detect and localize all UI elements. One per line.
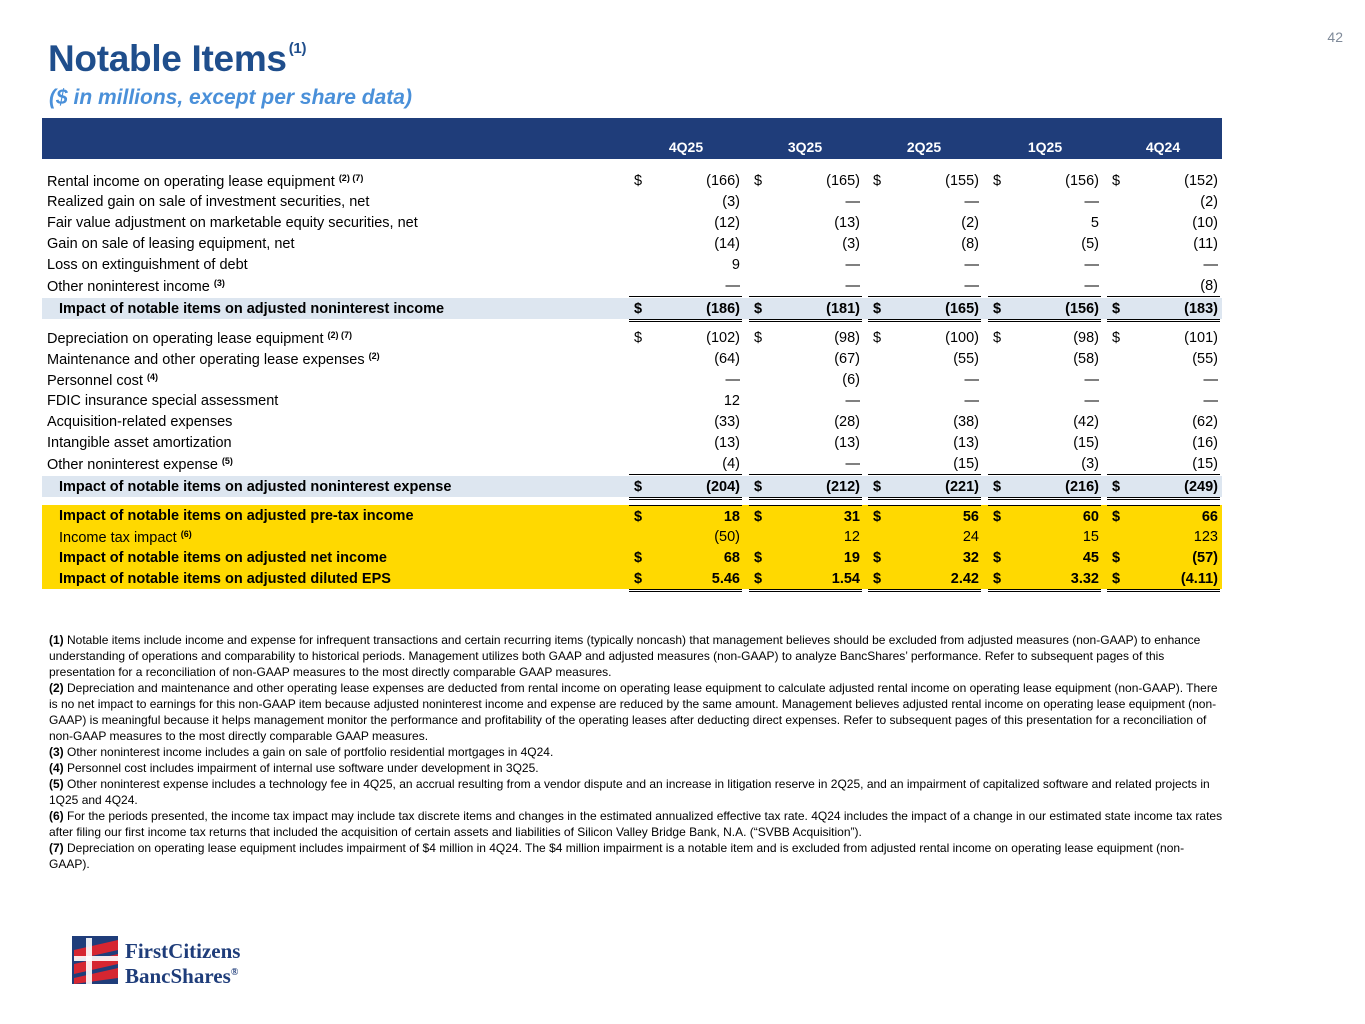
table-cell	[988, 476, 1101, 500]
first-citizens-logo	[70, 932, 260, 988]
table-cell	[749, 191, 862, 212]
table-cell	[629, 170, 742, 191]
table-cell	[1107, 547, 1220, 568]
table-cell	[868, 476, 981, 500]
cell-value: (183)	[1184, 301, 1218, 317]
currency-symbol: $	[873, 479, 882, 495]
cell-value: 12	[843, 529, 860, 545]
cell-value: —	[964, 278, 979, 294]
table-row	[42, 170, 1222, 191]
table-cell	[988, 369, 1101, 390]
table-cell	[629, 369, 742, 390]
table-cell	[868, 547, 981, 568]
table-cell	[868, 327, 981, 348]
cell-value: —	[1203, 393, 1218, 409]
cell-value: (3)	[1081, 456, 1099, 472]
page-title-text: Notable Items	[48, 38, 287, 79]
currency-symbol: $	[634, 479, 643, 495]
cell-value: (38)	[953, 414, 979, 430]
cell-value: (13)	[834, 435, 860, 451]
cell-value: 3.32	[1070, 571, 1099, 587]
footnote-ref: (2) (7)	[327, 330, 353, 340]
table-row	[42, 526, 1222, 547]
table-cell	[988, 298, 1101, 322]
currency-symbol: $	[873, 301, 882, 317]
table-cell	[629, 411, 742, 432]
footnote-ref: (6)	[180, 529, 192, 539]
currency-symbol: $	[754, 173, 763, 189]
cell-value: (15)	[953, 456, 979, 472]
table-cell	[868, 526, 981, 548]
cell-value: —	[845, 278, 860, 294]
currency-symbol: $	[993, 571, 1002, 587]
column-header: 4Q25	[668, 139, 704, 155]
table-cell	[629, 298, 742, 322]
row-label: FDIC insurance special assessment	[47, 393, 279, 409]
cell-value: (10)	[1192, 215, 1218, 231]
currency-symbol: $	[993, 479, 1002, 495]
table-cell	[868, 275, 981, 297]
footnotes	[49, 632, 1224, 872]
row-label: Intangible asset amortization	[47, 435, 232, 451]
cell-value: —	[964, 194, 979, 210]
table-row	[42, 348, 1222, 369]
table-cell	[749, 568, 862, 592]
cell-value: (102)	[706, 330, 740, 346]
table-cell	[868, 348, 981, 369]
row-label: Acquisition-related expenses	[47, 414, 233, 430]
cell-value: —	[1084, 278, 1099, 294]
table-cell	[1107, 212, 1220, 233]
row-label: Impact of notable items on adjusted noninterest expense	[59, 479, 452, 495]
cell-value: (152)	[1184, 173, 1218, 189]
currency-symbol: $	[634, 301, 643, 317]
currency-symbol: $	[1112, 301, 1121, 317]
table-row	[42, 411, 1222, 432]
cell-value: (101)	[1184, 330, 1218, 346]
cell-value: (204)	[706, 479, 740, 495]
footnote: (5) Other noninterest expense includes a technology fee in 4Q25, an accrual resulting from a vendor dispute and an increase in litigation reserve in 2Q25, and an impairment of capitalized software and related projects in 1Q25 and 4Q24.	[49, 777, 1210, 807]
cell-value: (64)	[714, 351, 740, 367]
table-cell	[1107, 275, 1220, 297]
table-cell	[988, 568, 1101, 592]
table-row	[42, 369, 1222, 390]
table-cell	[868, 298, 981, 322]
row-label: Loss on extinguishment of debt	[47, 257, 248, 273]
cell-value: (98)	[834, 330, 860, 346]
table-cell	[988, 411, 1101, 432]
table-cell	[629, 526, 742, 548]
column-header: 2Q25	[906, 139, 942, 155]
cell-value: 24	[962, 529, 979, 545]
cell-value: (249)	[1184, 479, 1218, 495]
cell-value: 18	[723, 509, 740, 525]
table-cell	[1107, 369, 1220, 390]
notable-items-table	[42, 118, 1222, 587]
cell-value: (13)	[834, 215, 860, 231]
cell-value: (156)	[1065, 301, 1099, 317]
table-cell	[1107, 505, 1220, 527]
cell-value: 1.54	[831, 571, 860, 587]
page-subtitle: ($ in millions, except per share data)	[49, 86, 412, 109]
cell-value: (8)	[961, 236, 979, 252]
table-cell	[749, 390, 862, 411]
table-cell	[629, 233, 742, 254]
cell-value: 123	[1193, 529, 1218, 545]
row-label: Other noninterest expense $^{(5)}$	[47, 456, 233, 473]
table-cell	[1107, 476, 1220, 500]
currency-symbol: $	[754, 301, 763, 317]
table-cell	[749, 476, 862, 500]
cell-value: (98)	[1073, 330, 1099, 346]
table-cell	[868, 432, 981, 453]
currency-symbol: $	[754, 479, 763, 495]
table-cell	[1107, 432, 1220, 453]
table-row	[42, 275, 1222, 296]
currency-symbol: $	[993, 173, 1002, 189]
currency-symbol: $	[993, 550, 1002, 566]
cell-value: 9	[731, 257, 740, 273]
table-cell	[629, 453, 742, 475]
currency-symbol: $	[634, 509, 643, 525]
footnote: (6) For the periods presented, the income tax impact may include tax discrete items and changes in the estimated annualized effective tax rate. 4Q24 includes the impact of a change in our estimated state income tax rates after filing our first income tax returns that included the acquisition of certain assets and liabilities of Silicon Valley Bridge Bank, N.A. (“SVBB Acquisition”).	[49, 809, 1223, 839]
table-cell	[629, 348, 742, 369]
table-cell	[988, 432, 1101, 453]
footnote-ref: (2)	[368, 351, 380, 361]
cell-value: (15)	[1192, 456, 1218, 472]
cell-value: —	[845, 194, 860, 210]
table-cell	[988, 233, 1101, 254]
table-cell	[988, 191, 1101, 212]
table-cell	[1107, 411, 1220, 432]
currency-symbol: $	[1112, 550, 1121, 566]
table-row	[42, 298, 1222, 319]
table-cell	[629, 568, 742, 592]
currency-symbol: $	[1112, 571, 1121, 587]
table-cell	[988, 212, 1101, 233]
currency-symbol: $	[634, 330, 643, 346]
table-cell	[749, 254, 862, 275]
logo-line1: FirstCitizens	[125, 939, 241, 963]
column-header: 1Q25	[1027, 139, 1063, 155]
table-cell	[629, 191, 742, 212]
row-label: Impact of notable items on adjusted net income	[59, 550, 387, 566]
cell-value: —	[964, 372, 979, 388]
table-cell	[988, 348, 1101, 369]
cell-value: (3)	[722, 194, 740, 210]
footnote: (2) Depreciation and maintenance and other operating lease expenses are deducted from rental income on operating lease equipment to calculate adjusted rental income on operating lease equipment (non-GAAP). There is no net impact to earnings for this non-GAAP item because adjusted noninterest income and expense are reduced by the same amount. Management believes adjusted rental income on operating lease equipment (non-GAAP) is meaningful because it helps management monitor the performance and profitability of the operating leases after deducting direct expenses. Refer to subsequent pages of this presentation for a reconciliation of non-GAAP measures to the most directly comparable GAAP measures.	[49, 681, 1218, 743]
table-cell	[749, 411, 862, 432]
table-row	[42, 390, 1222, 411]
table-cell	[749, 348, 862, 369]
table-row	[42, 568, 1222, 589]
footnote: (7) Depreciation on operating lease equipment includes impairment of $4 million in 4Q24. The $4 million impairment is a notable item and is excluded from adjusted rental income on operating lease equipment (non-GAAP).	[49, 841, 1185, 871]
table-cell	[749, 298, 862, 322]
row-label: Depreciation on operating lease equipment $^{(2) (7)}$	[47, 330, 353, 347]
page-number: 42	[1327, 29, 1343, 45]
cell-value: —	[1203, 257, 1218, 273]
table-cell	[868, 369, 981, 390]
row-label: Personnel cost $^{(4)}$	[47, 372, 158, 389]
table-cell	[629, 476, 742, 500]
currency-symbol: $	[1112, 479, 1121, 495]
cell-value: (2)	[961, 215, 979, 231]
cell-value: (13)	[953, 435, 979, 451]
cell-value: (62)	[1192, 414, 1218, 430]
currency-symbol: $	[754, 330, 763, 346]
cell-value: (57)	[1192, 550, 1218, 566]
cell-value: (33)	[714, 414, 740, 430]
footnote-ref: (4)	[146, 372, 158, 382]
row-label: Realized gain on sale of investment securities, net	[47, 194, 370, 210]
currency-symbol: $	[993, 301, 1002, 317]
column-header: 4Q24	[1145, 139, 1181, 155]
table-header	[42, 118, 1222, 159]
table-cell	[988, 327, 1101, 348]
table-row	[42, 327, 1222, 348]
table-row	[42, 476, 1222, 497]
cell-value: 5.46	[711, 571, 740, 587]
cell-value: (4.11)	[1180, 571, 1218, 587]
logo-line2: BancShares®	[125, 964, 239, 988]
cell-value: —	[845, 393, 860, 409]
table-cell	[629, 327, 742, 348]
cell-value: —	[725, 278, 740, 294]
cell-value: (221)	[945, 479, 979, 495]
currency-symbol: $	[993, 330, 1002, 346]
table-row	[42, 191, 1222, 212]
cell-value: (165)	[826, 173, 860, 189]
table-cell	[1107, 390, 1220, 411]
currency-symbol: $	[634, 550, 643, 566]
table-cell	[988, 390, 1101, 411]
cell-value: (4)	[722, 456, 740, 472]
table-cell	[749, 526, 862, 548]
table-cell	[1107, 453, 1220, 475]
table-cell	[988, 453, 1101, 475]
table-cell	[1107, 233, 1220, 254]
currency-symbol: $	[634, 173, 643, 189]
cell-value: (13)	[714, 435, 740, 451]
cell-value: (100)	[945, 330, 979, 346]
table-cell	[988, 505, 1101, 527]
table-cell	[868, 212, 981, 233]
table-cell	[749, 369, 862, 390]
currency-symbol: $	[754, 571, 763, 587]
cell-value: (58)	[1073, 351, 1099, 367]
cell-value: (3)	[842, 236, 860, 252]
table-cell	[1107, 170, 1220, 191]
currency-symbol: $	[1112, 173, 1121, 189]
row-label: Impact of notable items on adjusted diluted EPS	[59, 571, 391, 587]
table-row	[42, 233, 1222, 254]
row-label: Impact of notable items on adjusted noninterest income	[59, 301, 445, 317]
footnote: (3) Other noninterest income includes a gain on sale of portfolio residential mortgages in 4Q24.	[49, 745, 554, 759]
row-label: Maintenance and other operating lease expenses $^{(2)}$	[47, 351, 380, 368]
cell-value: (11)	[1193, 236, 1218, 252]
row-label: Other noninterest income $^{(3)}$	[47, 278, 225, 295]
table-row	[42, 505, 1222, 526]
table-cell	[868, 411, 981, 432]
cell-value: (212)	[826, 479, 860, 495]
table-cell	[868, 390, 981, 411]
table-cell	[868, 191, 981, 212]
table-cell	[1107, 568, 1220, 592]
currency-symbol: $	[1112, 330, 1121, 346]
cell-value: (2)	[1200, 194, 1218, 210]
table-cell	[749, 505, 862, 527]
table-cell	[868, 505, 981, 527]
cell-value: (6)	[842, 372, 860, 388]
table-cell	[868, 453, 981, 475]
table-row	[42, 254, 1222, 275]
cell-value: 31	[843, 509, 860, 525]
table-cell	[749, 275, 862, 297]
table-cell	[749, 233, 862, 254]
table-cell	[988, 170, 1101, 191]
currency-symbol: $	[1112, 509, 1121, 525]
cell-value: —	[725, 372, 740, 388]
cell-value: —	[1084, 372, 1099, 388]
cell-value: (166)	[706, 173, 740, 189]
cell-value: 56	[962, 509, 979, 525]
cell-value: 15	[1082, 529, 1099, 545]
row-label: Income tax impact $^{(6)}$	[59, 529, 192, 546]
table-cell	[1107, 298, 1220, 322]
cell-value: (12)	[714, 215, 740, 231]
cell-value: —	[1084, 194, 1099, 210]
row-label: Rental income on operating lease equipment $^{(2) (7)}$	[47, 173, 364, 190]
currency-symbol: $	[873, 571, 882, 587]
table-cell	[749, 170, 862, 191]
table-row	[42, 453, 1222, 474]
footnote-ref: (5)	[221, 456, 233, 466]
title-footnote-ref: (1)	[288, 40, 307, 57]
table-cell	[1107, 327, 1220, 348]
table-cell	[629, 275, 742, 297]
table-cell	[1107, 526, 1220, 548]
flag-icon	[70, 934, 122, 986]
cell-value: (216)	[1065, 479, 1099, 495]
currency-symbol: $	[873, 173, 882, 189]
cell-value: (181)	[826, 301, 860, 317]
table-cell	[629, 547, 742, 568]
cell-value: 45	[1082, 550, 1099, 566]
table-cell	[868, 568, 981, 592]
cell-value: (28)	[834, 414, 860, 430]
cell-value: —	[1084, 257, 1099, 273]
cell-value: (156)	[1065, 173, 1099, 189]
table-cell	[868, 233, 981, 254]
cell-value: (155)	[945, 173, 979, 189]
currency-symbol: $	[993, 509, 1002, 525]
table-cell	[988, 254, 1101, 275]
column-header: 3Q25	[787, 139, 823, 155]
footnote-ref: (3)	[213, 278, 225, 288]
cell-value: (186)	[706, 301, 740, 317]
table-cell	[629, 212, 742, 233]
table-cell	[749, 453, 862, 475]
table-row	[42, 547, 1222, 568]
table-cell	[1107, 254, 1220, 275]
cell-value: (50)	[714, 529, 740, 545]
cell-value: 12	[723, 393, 740, 409]
currency-symbol: $	[754, 509, 763, 525]
cell-value: —	[1203, 372, 1218, 388]
cell-value: 60	[1082, 509, 1099, 525]
cell-value: —	[964, 257, 979, 273]
table-cell	[629, 432, 742, 453]
cell-value: (165)	[945, 301, 979, 317]
cell-value: —	[845, 257, 860, 273]
table-cell	[868, 254, 981, 275]
currency-symbol: $	[873, 550, 882, 566]
table-cell	[749, 212, 862, 233]
cell-value: (42)	[1073, 414, 1099, 430]
currency-symbol: $	[754, 550, 763, 566]
table-cell	[749, 327, 862, 348]
table-cell	[629, 505, 742, 527]
cell-value: (15)	[1073, 435, 1099, 451]
table-cell	[988, 275, 1101, 297]
row-label: Impact of notable items on adjusted pre-tax income	[59, 508, 414, 524]
cell-value: (14)	[714, 236, 740, 252]
table-cell	[868, 170, 981, 191]
cell-value: (5)	[1081, 236, 1099, 252]
cell-value: (67)	[834, 351, 860, 367]
table-cell	[629, 254, 742, 275]
cell-value: —	[845, 456, 860, 472]
currency-symbol: $	[873, 509, 882, 525]
cell-value: —	[1084, 393, 1099, 409]
table-cell	[629, 390, 742, 411]
cell-value: 2.42	[950, 571, 979, 587]
cell-value: (8)	[1200, 278, 1218, 294]
table-cell	[988, 526, 1101, 548]
page-title	[48, 38, 306, 80]
cell-value: (16)	[1192, 435, 1218, 451]
cell-value: —	[964, 393, 979, 409]
currency-symbol: $	[873, 330, 882, 346]
table-cell	[988, 547, 1101, 568]
footnote-ref: (2) (7)	[338, 173, 364, 183]
cell-value: 19	[843, 550, 860, 566]
table-row	[42, 212, 1222, 233]
row-label: Fair value adjustment on marketable equity securities, net	[47, 215, 418, 231]
footnote: (1) Notable items include income and expense for infrequent transactions and certain recurring items (typically noncash) that management believes should be excluded from adjusted measures (non-GAAP) to enhance understanding of operations and comparability to historical periods. Management utilizes both GAAP and adjusted measures (non-GAAP) to analyze BancShares’ performance. Refer to subsequent pages of this presentation for a reconciliation of non-GAAP measures to the most directly comparable GAAP measures.	[49, 633, 1201, 679]
cell-value: 32	[962, 550, 979, 566]
cell-value: (55)	[1192, 351, 1218, 367]
footnote: (4) Personnel cost includes impairment of internal use software under development in 3Q25.	[49, 761, 539, 775]
cell-value: 5	[1090, 215, 1099, 231]
cell-value: 68	[723, 550, 740, 566]
table-cell	[749, 432, 862, 453]
table-cell	[1107, 191, 1220, 212]
cell-value: (55)	[953, 351, 979, 367]
row-label: Gain on sale of leasing equipment, net	[47, 236, 295, 252]
cell-value: 66	[1201, 509, 1218, 525]
table-row	[42, 432, 1222, 453]
currency-symbol: $	[634, 571, 643, 587]
table-cell	[1107, 348, 1220, 369]
table-cell	[749, 547, 862, 568]
